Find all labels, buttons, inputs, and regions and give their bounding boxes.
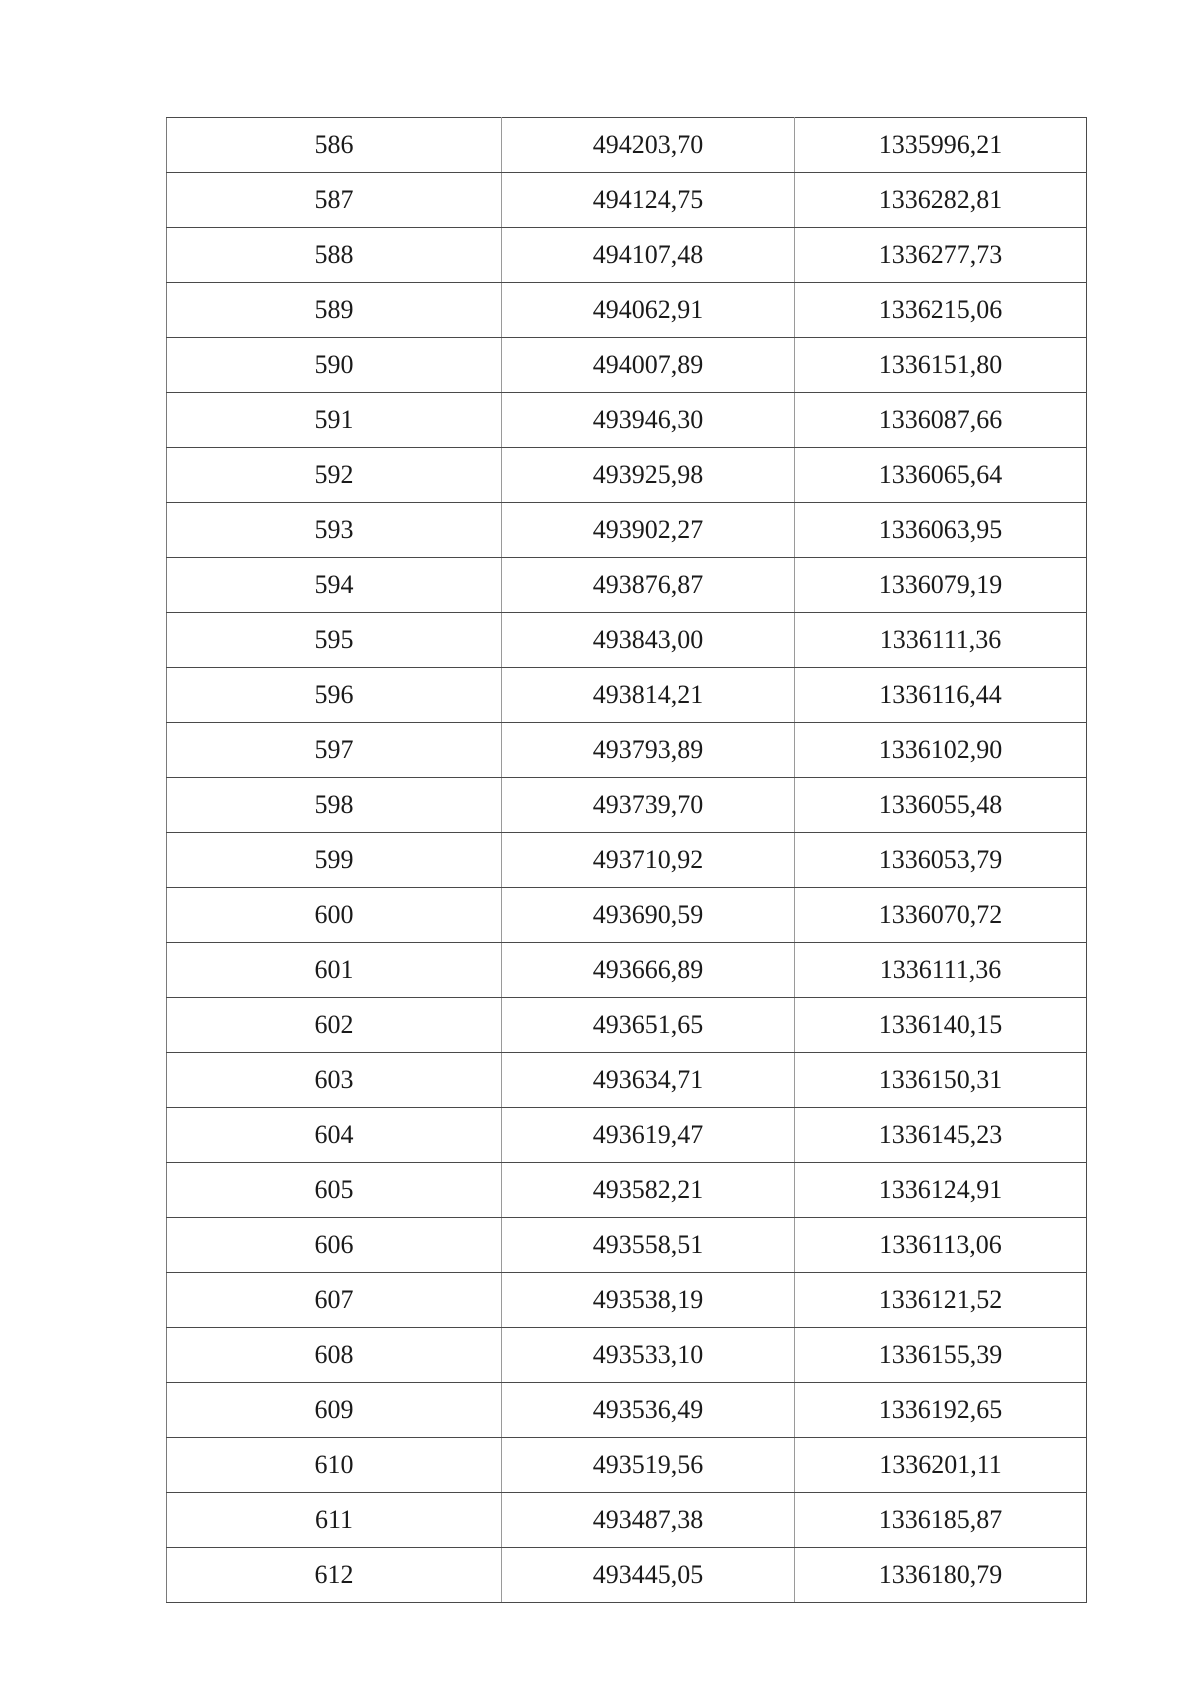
x-coordinate-cell: 493487,38: [502, 1493, 795, 1548]
table-row: [167, 998, 1087, 1053]
x-coordinate-cell: 494203,70: [502, 118, 795, 173]
point-number-cell: 611: [167, 1493, 502, 1548]
table-row: [167, 1493, 1087, 1548]
y-coordinate-cell: 1336116,44: [795, 668, 1087, 723]
x-coordinate-cell: 494007,89: [502, 338, 795, 393]
y-coordinate-cell: 1336180,79: [795, 1548, 1087, 1603]
table-row: [167, 228, 1087, 283]
point-number-cell: 610: [167, 1438, 502, 1493]
x-coordinate-cell: 493651,65: [502, 998, 795, 1053]
x-coordinate-cell: 494107,48: [502, 228, 795, 283]
table-row: [167, 1548, 1087, 1603]
point-number-cell: 603: [167, 1053, 502, 1108]
table-row: [167, 1438, 1087, 1493]
table-row: [167, 1383, 1087, 1438]
table-row: [167, 723, 1087, 778]
x-coordinate-cell: 493902,27: [502, 503, 795, 558]
x-coordinate-cell: 493666,89: [502, 943, 795, 998]
y-coordinate-cell: 1336277,73: [795, 228, 1087, 283]
y-coordinate-cell: 1336145,23: [795, 1108, 1087, 1163]
y-coordinate-cell: 1336102,90: [795, 723, 1087, 778]
y-coordinate-cell: 1336111,36: [795, 943, 1087, 998]
x-coordinate-cell: 493710,92: [502, 833, 795, 888]
x-coordinate-cell: 493538,19: [502, 1273, 795, 1328]
y-coordinate-cell: 1336155,39: [795, 1328, 1087, 1383]
point-number-cell: 609: [167, 1383, 502, 1438]
point-number-cell: 596: [167, 668, 502, 723]
y-coordinate-cell: 1336150,31: [795, 1053, 1087, 1108]
table-row: [167, 613, 1087, 668]
x-coordinate-cell: 493793,89: [502, 723, 795, 778]
point-number-cell: 592: [167, 448, 502, 503]
x-coordinate-cell: 493519,56: [502, 1438, 795, 1493]
point-number-cell: 608: [167, 1328, 502, 1383]
table-row: [167, 1053, 1087, 1108]
table-row: [167, 118, 1087, 173]
y-coordinate-cell: 1336151,80: [795, 338, 1087, 393]
table-row: [167, 338, 1087, 393]
x-coordinate-cell: 493946,30: [502, 393, 795, 448]
table-row: [167, 393, 1087, 448]
table-row: [167, 503, 1087, 558]
y-coordinate-cell: 1336124,91: [795, 1163, 1087, 1218]
table-row: [167, 833, 1087, 888]
table-row: [167, 283, 1087, 338]
x-coordinate-cell: 493925,98: [502, 448, 795, 503]
y-coordinate-cell: 1336070,72: [795, 888, 1087, 943]
y-coordinate-cell: 1336111,36: [795, 613, 1087, 668]
point-number-cell: 607: [167, 1273, 502, 1328]
y-coordinate-cell: 1336055,48: [795, 778, 1087, 833]
x-coordinate-cell: 493876,87: [502, 558, 795, 613]
point-number-cell: 590: [167, 338, 502, 393]
y-coordinate-cell: 1336282,81: [795, 173, 1087, 228]
x-coordinate-cell: 493739,70: [502, 778, 795, 833]
point-number-cell: 604: [167, 1108, 502, 1163]
x-coordinate-cell: 493536,49: [502, 1383, 795, 1438]
point-number-cell: 588: [167, 228, 502, 283]
table-row: [167, 1328, 1087, 1383]
point-number-cell: 600: [167, 888, 502, 943]
point-number-cell: 598: [167, 778, 502, 833]
y-coordinate-cell: 1336063,95: [795, 503, 1087, 558]
x-coordinate-cell: 493814,21: [502, 668, 795, 723]
point-number-cell: 606: [167, 1218, 502, 1273]
x-coordinate-cell: 493558,51: [502, 1218, 795, 1273]
point-number-cell: 594: [167, 558, 502, 613]
point-number-cell: 605: [167, 1163, 502, 1218]
table-row: [167, 943, 1087, 998]
point-number-cell: 612: [167, 1548, 502, 1603]
x-coordinate-cell: 494124,75: [502, 173, 795, 228]
point-number-cell: 591: [167, 393, 502, 448]
x-coordinate-cell: 493445,05: [502, 1548, 795, 1603]
y-coordinate-cell: 1335996,21: [795, 118, 1087, 173]
table-row: [167, 1108, 1087, 1163]
x-coordinate-cell: 494062,91: [502, 283, 795, 338]
point-number-cell: 587: [167, 173, 502, 228]
y-coordinate-cell: 1336079,19: [795, 558, 1087, 613]
table-row: [167, 668, 1087, 723]
y-coordinate-cell: 1336121,52: [795, 1273, 1087, 1328]
point-number-cell: 593: [167, 503, 502, 558]
coordinates-table: [166, 117, 1087, 1603]
y-coordinate-cell: 1336192,65: [795, 1383, 1087, 1438]
x-coordinate-cell: 493690,59: [502, 888, 795, 943]
point-number-cell: 597: [167, 723, 502, 778]
table-row: [167, 173, 1087, 228]
point-number-cell: 602: [167, 998, 502, 1053]
y-coordinate-cell: 1336185,87: [795, 1493, 1087, 1548]
y-coordinate-cell: 1336087,66: [795, 393, 1087, 448]
x-coordinate-cell: 493619,47: [502, 1108, 795, 1163]
point-number-cell: 595: [167, 613, 502, 668]
table-row: [167, 558, 1087, 613]
y-coordinate-cell: 1336065,64: [795, 448, 1087, 503]
table-row: [167, 448, 1087, 503]
point-number-cell: 599: [167, 833, 502, 888]
point-number-cell: 589: [167, 283, 502, 338]
table-row: [167, 1163, 1087, 1218]
coordinates-table-body: [167, 118, 1087, 1603]
y-coordinate-cell: 1336053,79: [795, 833, 1087, 888]
y-coordinate-cell: 1336215,06: [795, 283, 1087, 338]
y-coordinate-cell: 1336113,06: [795, 1218, 1087, 1273]
table-row: [167, 1273, 1087, 1328]
table-row: [167, 888, 1087, 943]
x-coordinate-cell: 493582,21: [502, 1163, 795, 1218]
y-coordinate-cell: 1336201,11: [795, 1438, 1087, 1493]
table-row: [167, 1218, 1087, 1273]
x-coordinate-cell: 493533,10: [502, 1328, 795, 1383]
table-row: [167, 778, 1087, 833]
point-number-cell: 601: [167, 943, 502, 998]
x-coordinate-cell: 493843,00: [502, 613, 795, 668]
y-coordinate-cell: 1336140,15: [795, 998, 1087, 1053]
point-number-cell: 586: [167, 118, 502, 173]
x-coordinate-cell: 493634,71: [502, 1053, 795, 1108]
